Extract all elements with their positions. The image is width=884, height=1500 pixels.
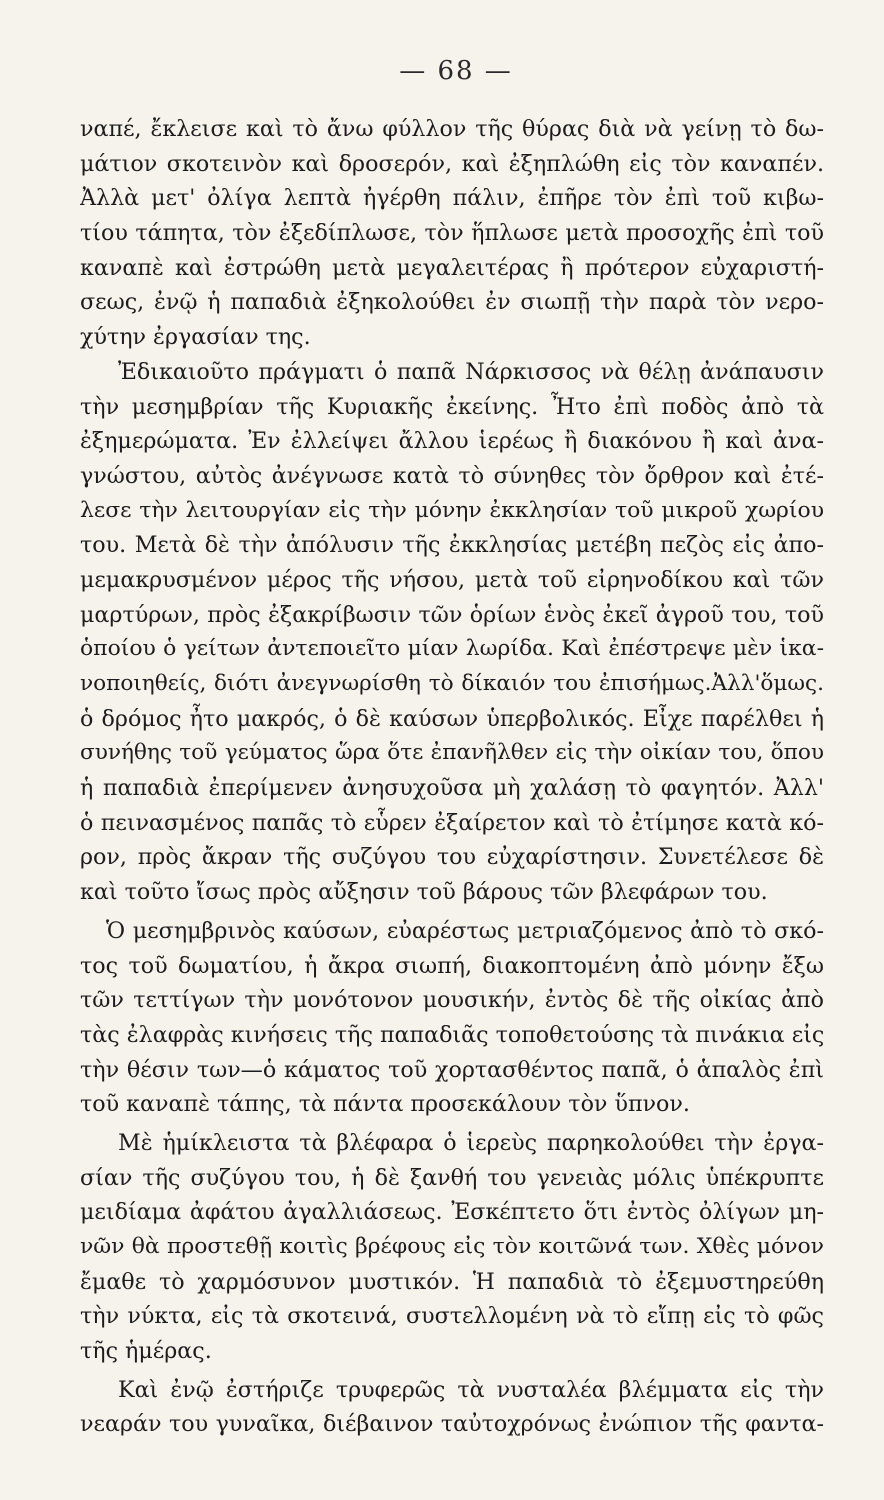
- text-line: τῶν τεττίγων τὴν μονότονον μουσικήν, ἐντὸς δὲ τῆς οἰκίας ἀπὸ: [80, 987, 824, 1014]
- text-line: νεαράν του γυναῖκα, διέβαινον ταὐτοχρόνως ἐνώπιον τῆς φαντα-: [80, 1411, 824, 1438]
- text-line: ὁ δρόμος ἦτο μακρός, ὁ δὲ καύσων ὑπερβολικός. Εἶχε παρέλθει ἡ: [80, 705, 824, 732]
- text-line: τῆς ἡμέρας.: [80, 1338, 212, 1365]
- text-line: ὁ πεινασμένος παπᾶς τὸ εὗρεν ἐξαίρετον καὶ τὸ ἐτίμησε κατὰ κό-: [80, 809, 824, 836]
- text-line: ἔμαθε τὸ χαρμόσυνον μυστικόν. Ἡ παπαδιὰ τὸ ἐξεμυστηρεύθη: [80, 1268, 824, 1295]
- paragraph: [80, 1373, 824, 1442]
- text-line: σίαν τῆς συζύγου του, ἡ δὲ ξανθή του γενειὰς μόλις ὑπέκρυπτε: [80, 1164, 824, 1191]
- text-line: ὁποίου ὁ γείτων ἀντεποιεῖτο μίαν λωρίδα. Καὶ ἐπέστρεψε μὲν ἱκα-: [80, 636, 824, 662]
- text-line: γνώστου, αὐτὸς ἀνέγνωσε κατὰ τὸ σύνηθες τὸν ὄρθρον καὶ ἐτέ-: [80, 462, 824, 489]
- text-line: νῶν θὰ προστεθῇ κοιτὶς βρέφους εἰς τὸν κοιτῶνά των. Χθὲς μόνον: [80, 1234, 824, 1259]
- paragraph: [80, 355, 824, 910]
- text-line: τὴν θέσιν των—ὁ κάματος τοῦ χορτασθέντος παπᾶ, ὁ ἁπαλὸς ἐπὶ: [80, 1056, 824, 1083]
- text-line: σεως, ἐνῷ ἡ παπαδιὰ ἐξηκολούθει ἐν σιωπῇ τὴν παρὰ τὸν νερο-: [80, 289, 824, 316]
- paragraph: [80, 1126, 824, 1369]
- text-line: Ἐδικαιοῦτο πράγματι ὁ παπᾶ Νάρκισσος νὰ θέλῃ ἀνάπαυσιν: [118, 358, 824, 385]
- text-line: Μὲ ἡμίκλειστα τὰ βλέφαρα ὁ ἱερεὺς παρηκολούθει τὴν ἐργα-: [118, 1129, 824, 1156]
- paragraph: [80, 112, 824, 355]
- text-line: ἡ παπαδιὰ ἐπερίμενεν ἀνησυχοῦσα μὴ χαλάσῃ τὸ φαγητόν. Ἀλλ': [80, 775, 824, 802]
- text-line: μεμακρυσμένον μέρος τῆς νήσου, μετὰ τοῦ εἰρηνοδίκου καὶ τῶν: [80, 566, 824, 593]
- text-line: του. Μετὰ δὲ τὴν ἀπόλυσιν τῆς ἐκκλησίας μετέβη πεζὸς εἰς ἀπο-: [80, 532, 824, 559]
- paragraph: [80, 914, 824, 1122]
- text-line: συνήθης τοῦ γεύματος ὥρα ὅτε ἐπανῆλθεν εἰς τὴν οἰκίαν του, ὅπου: [80, 740, 824, 766]
- text-line: μαρτύρων, πρὸς ἐξακρίβωσιν τῶν ὁρίων ἑνὸς ἐκεῖ ἀγροῦ του, τοῦ: [80, 601, 824, 628]
- text-line: τος τοῦ δωματίου, ἡ ἄκρα σιωπή, διακοπτομένη ἀπὸ μόνην ἔξω: [80, 952, 824, 979]
- text-line: Ἀλλὰ μετ' ὀλίγα λεπτὰ ἠγέρθη πάλιν, ἐπῆρε τὸν ἐπὶ τοῦ κιβω-: [80, 185, 824, 212]
- text-line: λεσε τὴν λειτουργίαν εἰς τὴν μόνην ἐκκλησίαν τοῦ μικροῦ χωρίου: [80, 497, 824, 523]
- text-line: μειδίαμα ἀφάτου ἀγαλλιάσεως. Ἐσκέπτετο ὅτι ἐντὸς ὀλίγων μη-: [80, 1199, 824, 1226]
- text-line: ρον, πρὸς ἄκραν τῆς συζύγου του εὐχαρίστησιν. Συνετέλεσε δὲ: [80, 844, 824, 871]
- text-line: χύτην ἐργασίαν της.: [80, 324, 311, 351]
- text-line: τίου τάπητα, τὸν ἐξεδίπλωσε, τὸν ἥπλωσε μετὰ προσοχῆς ἐπὶ τοῦ: [80, 220, 824, 247]
- text-line: Καὶ ἐνῷ ἐστήριζε τρυφερῶς τὰ νυσταλέα βλέμματα εἰς τὴν: [118, 1376, 824, 1403]
- body-text: [80, 112, 824, 1442]
- text-line: τὴν μεσημβρίαν τῆς Κυριακῆς ἐκείνης. Ἦτο ἐπὶ ποδὸς ἀπὸ τὰ: [80, 393, 824, 420]
- page-number: — 68 —: [399, 56, 513, 86]
- text-line: τοῦ καναπὲ τάπης, τὰ πάντα προσεκάλουν τὸν ὕπνον.: [80, 1091, 690, 1118]
- text-line: ἐξημερώματα. Ἐν ἐλλείψει ἄλλου ἱερέως ἢ διακόνου ἢ καὶ ἀνα-: [80, 428, 824, 455]
- text-line: τὰς ἐλαφρὰς κινήσεις τῆς παπαδιᾶς τοποθετούσης τὰ πινάκια εἰς: [80, 1021, 824, 1048]
- text-line: μάτιον σκοτεινὸν καὶ δροσερόν, καὶ ἐξηπλώθη εἰς τὸν καναπέν.: [80, 150, 824, 177]
- text-line: καὶ τοῦτο ἴσως πρὸς αὔξησιν τοῦ βάρους τῶν βλεφάρων του.: [80, 879, 768, 906]
- text-line: ναπέ, ἔκλεισε καὶ τὸ ἄνω φύλλον τῆς θύρας διὰ νὰ γείνῃ τὸ δω-: [80, 116, 824, 142]
- text-line: νοποιηθείς, διότι ἀνεγνωρίσθη τὸ δίκαιόν του ἐπισήμως.Ἀλλ'ὅμως.: [80, 671, 824, 696]
- text-line: Ὁ μεσημβρινὸς καύσων, εὐαρέστως μετριαζόμενος ἀπὸ τὸ σκό-: [106, 917, 824, 944]
- text-line: καναπὲ καὶ ἐστρώθη μετὰ μεγαλειτέρας ἢ πρότερον εὐχαριστή-: [80, 254, 824, 281]
- text-line: τὴν νύκτα, εἰς τὰ σκοτεινά, συστελλομένη νὰ τὸ εἴπῃ εἰς τὸ φῶς: [80, 1303, 824, 1330]
